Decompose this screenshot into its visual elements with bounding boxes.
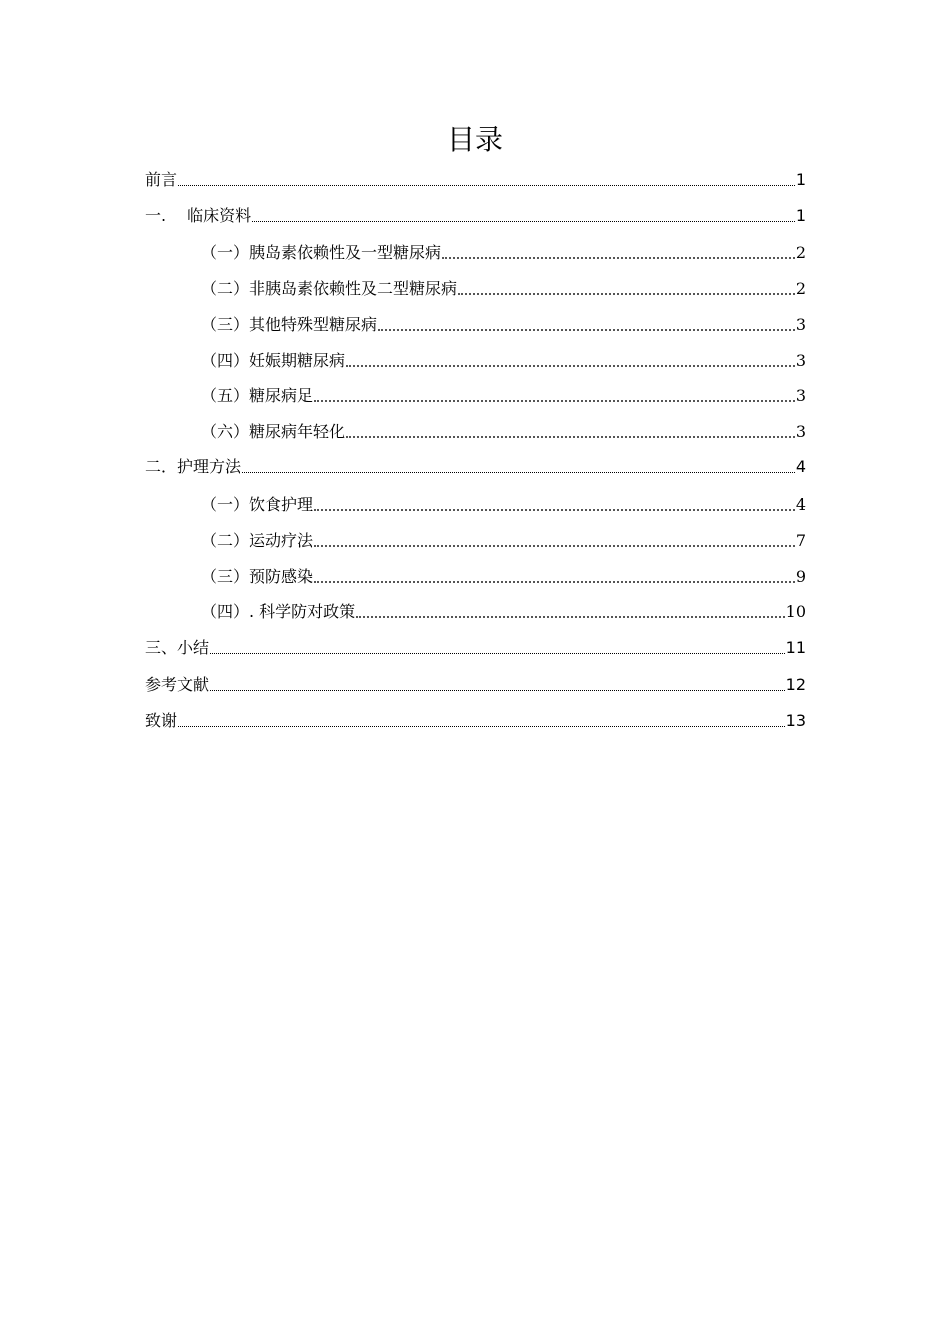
toc-entry-type2[interactable]: [201, 274, 806, 300]
toc-entry-infection-prevention[interactable]: [201, 562, 806, 588]
toc-entry-label: （四）. 科学防对政策: [201, 602, 356, 621]
dot-leader: [314, 400, 795, 402]
toc-entry-page: 12: [785, 675, 806, 694]
toc-entry-summary[interactable]: [145, 633, 806, 659]
toc-entry-references[interactable]: [145, 670, 806, 696]
toc-entry-page: 10: [785, 602, 806, 621]
toc-entry-special-type[interactable]: [201, 310, 806, 336]
toc-entry-label: 二．护理方法: [145, 457, 242, 476]
toc-entry-acknowledgements[interactable]: [145, 706, 806, 732]
toc-entry-page: 1: [795, 206, 806, 225]
dot-leader: [210, 653, 785, 654]
dot-leader: [356, 616, 784, 618]
toc-entry-label: 一. 临床资料: [145, 206, 252, 225]
dot-leader: [346, 436, 795, 438]
toc-entry-page: 9: [795, 567, 806, 586]
toc-entry-label: （一）胰岛素依赖性及一型糖尿病: [201, 243, 442, 262]
dot-leader: [378, 329, 795, 331]
toc-title: 目录: [446, 123, 503, 156]
toc-entry-label: （四）妊娠期糖尿病: [201, 351, 346, 370]
dot-leader: [442, 257, 795, 259]
toc-entry-page: 11: [785, 638, 806, 657]
dot-leader: [314, 545, 795, 547]
dot-leader: [178, 185, 795, 186]
toc-entry-preface[interactable]: [145, 165, 806, 191]
toc-entry-younger-onset[interactable]: [201, 417, 806, 443]
toc-entry-diet-care[interactable]: [201, 490, 806, 516]
dot-leader: [314, 581, 795, 583]
toc-entry-label: （五）糖尿病足: [201, 386, 314, 405]
toc-entry-exercise-therapy[interactable]: [201, 526, 806, 552]
toc-entry-label: 参考文献: [145, 675, 210, 694]
toc-entry-clinical-data[interactable]: [145, 201, 806, 227]
dot-leader: [314, 509, 795, 511]
toc-entry-diabetic-foot[interactable]: [201, 381, 806, 407]
toc-entry-label: （一）饮食护理: [201, 495, 314, 514]
dot-leader: [346, 365, 795, 367]
toc-entry-label: （三）预防感染: [201, 567, 314, 586]
toc-entry-page: 13: [785, 711, 806, 730]
toc-entry-page: 3: [795, 386, 806, 405]
toc-entry-page: 4: [795, 495, 806, 514]
toc-entry-nursing-methods[interactable]: [145, 452, 806, 478]
toc-entry-page: 3: [795, 315, 806, 334]
toc-entry-page: 3: [795, 422, 806, 441]
toc-entry-page: 2: [795, 243, 806, 262]
toc-entry-page: 4: [795, 457, 806, 476]
dot-leader: [458, 293, 795, 295]
toc-entry-page: 7: [795, 531, 806, 550]
dot-leader: [178, 726, 785, 727]
toc-entry-page: 3: [795, 351, 806, 370]
dot-leader: [252, 221, 795, 222]
toc-entry-label: 致谢: [145, 711, 178, 730]
toc-entry-label: （三）其他特殊型糖尿病: [201, 315, 378, 334]
toc-entry-label: 三、小结: [145, 638, 210, 657]
toc-entry-gestational[interactable]: [201, 346, 806, 372]
toc-entry-label: （六）糖尿病年轻化: [201, 422, 346, 441]
toc-entry-label: （二）运动疗法: [201, 531, 314, 550]
dot-leader: [242, 472, 795, 473]
toc-entry-page: 2: [795, 279, 806, 298]
toc-entry-prevention-policy[interactable]: [201, 597, 806, 623]
dot-leader: [210, 690, 785, 691]
toc-entry-label: （二）非胰岛素依赖性及二型糖尿病: [201, 279, 458, 298]
toc-entry-label: 前言: [145, 170, 178, 189]
toc-entry-type1[interactable]: [201, 238, 806, 264]
toc-entry-page: 1: [795, 170, 806, 189]
